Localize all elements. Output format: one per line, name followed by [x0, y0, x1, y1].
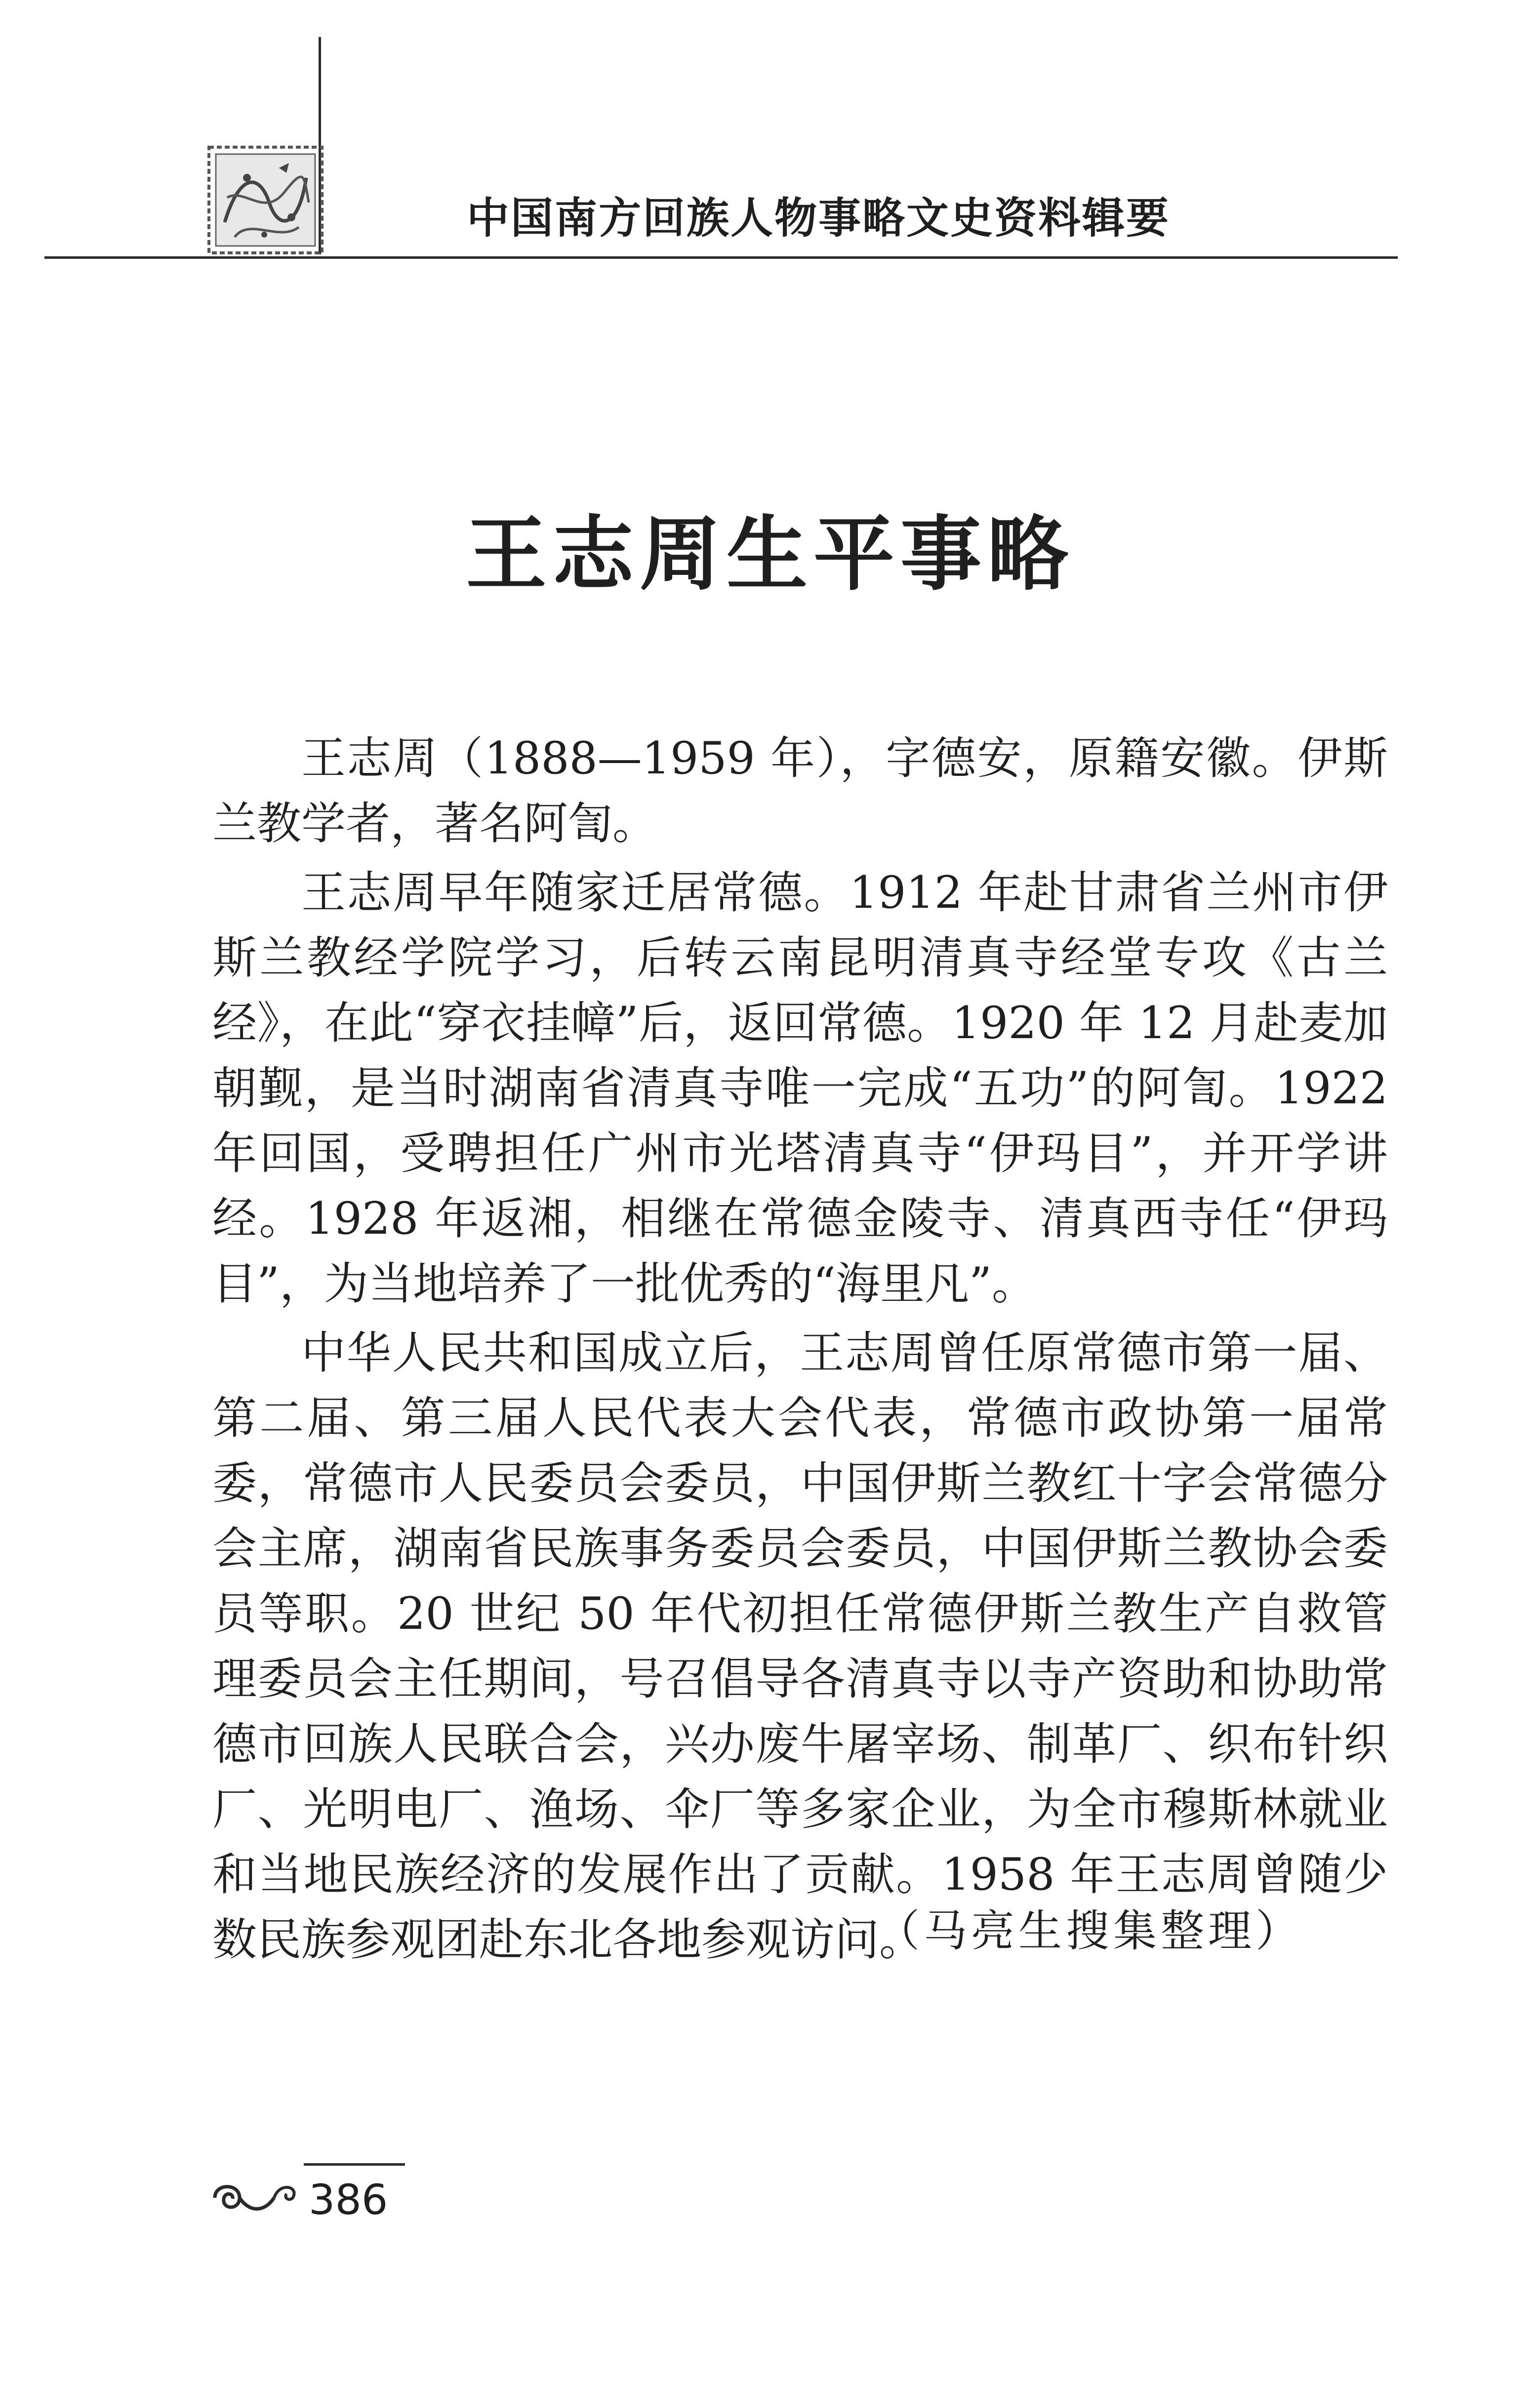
arabic-calligraphy-emblem-icon [205, 143, 326, 257]
article-body [212, 726, 1388, 1977]
scroll-ornament-icon [205, 2168, 304, 2222]
page-number: 386 [309, 2176, 388, 2224]
paragraph-1: 王志周（1888—1959 年），字德安，原籍安徽。伊斯兰教学者，著名阿訇。 [212, 732, 1388, 849]
paragraph-3: 中华人民共和国成立后，王志周曾任原常德市第一届、第二届、第三届人民代表大会代表，常德市政协第一届常委，常德市人民委员会委员，中国伊斯兰教红十字会常德分会主席，湖南省民族事务委员会委员，中国伊斯兰教协会委员等职。20 世纪 50 年代初担任常德伊斯兰教生产自救管理委员会主任期间，号召倡导各清真寺以寺产资助和协助常德市回族人民联合会，兴办废牛屠宰场、制革厂、织布针织厂、光明电厂、渔场、伞厂等多家企业，为全市穆斯林就业和当地民族经济的发展作出了贡献。1958 年王志周曾随少数民族参观团赴东北各地参观访问。 [212, 1327, 1388, 1966]
page-title: 王志周生平事略 [465, 506, 1074, 602]
running-head-title: 中国南方回族人物事略文史资料辑要 [467, 194, 1170, 243]
compiler-credit: （马亮生搜集整理） [876, 1905, 1303, 1956]
paragraph-2: 王志周早年随家迁居常德。1912 年赴甘肃省兰州市伊斯兰教经学院学习，后转云南昆明清真寺经堂专攻《古兰经》，在此“穿衣挂幛”后，返回常德。1920 年 12 月赴麦加朝觐，是当时湖南省清真寺唯一完成“五功”的阿訇。1922 年回国，受聘担任广州市光塔清真寺“伊玛目”，并开学讲经。1928 年返湘，相继在常德金陵寺、清真西寺任“伊玛目”，为当地培养了一批优秀的“海里凡”。 [212, 867, 1388, 1310]
footer-rule [304, 2163, 405, 2166]
